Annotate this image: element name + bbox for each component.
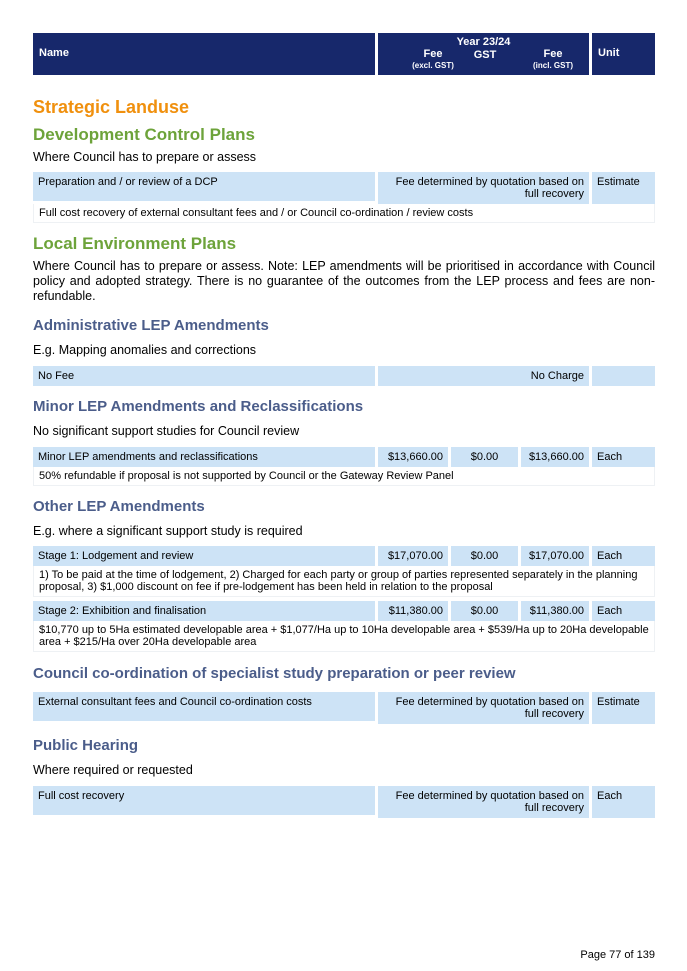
dcp-title: Development Control Plans <box>33 125 255 144</box>
lep-desc: Where Council has to prepare or assess. Note: LEP amendments will be prioritised in accordance with Council policy and adopted strategy. There is no guarantee of the outcomes from the LEP process and fees are non-refundable. <box>33 259 655 303</box>
table-row: Stage 1: Lodgement and review $17,070.00 $0.00 $17,070.00 Each <box>33 546 655 566</box>
header-unit-cell: Unit <box>592 33 655 75</box>
hearing-title: Public Hearing <box>33 737 139 754</box>
table-row: Preparation and / or review of a DCP Fee determined by quotation based on full recovery Estimate <box>33 172 655 204</box>
table-row: Minor LEP amendments and reclassifications $13,660.00 $0.00 $13,660.00 Each <box>33 447 655 467</box>
header-fee-incl: Fee (incl. GST) <box>533 48 573 70</box>
lep-title: Local Environment Plans <box>33 234 237 253</box>
section-title: Strategic Landuse <box>33 97 190 117</box>
header-name-cell: Name <box>33 33 375 75</box>
other-title: Other LEP Amendments <box>33 498 205 515</box>
admin-title: Administrative LEP Amendments <box>33 317 269 334</box>
admin-desc: E.g. Mapping anomalies and corrections <box>33 343 257 357</box>
row-note: 50% refundable if proposal is not supported by Council or the Gateway Review Panel <box>33 467 655 486</box>
page-number: Page 77 of 139 <box>580 949 655 961</box>
header-fee-excl: Fee (excl. GST) <box>412 48 454 70</box>
hearing-desc: Where required or requested <box>33 763 193 777</box>
row-note: $10,770 up to 5Ha estimated developable area + $1,077/Ha up to 10Ha developable area + $539/Ha up to 20Ha developable area + $215/Ha over 20Ha developable area <box>33 621 655 652</box>
table-row: Full cost recovery Fee determined by quotation based on full recovery Each <box>33 786 655 818</box>
minor-desc: No significant support studies for Council review <box>33 424 300 438</box>
table-row: Stage 2: Exhibition and finalisation $11,380.00 $0.00 $11,380.00 Each <box>33 601 655 621</box>
document-body <box>33 96 655 818</box>
header-gst: GST <box>473 49 497 61</box>
coord-title: Council co-ordination of specialist study preparation or peer review <box>33 665 516 682</box>
header-year: Year 23/24 <box>456 36 511 48</box>
table-row: No Fee No Charge <box>33 366 655 386</box>
table-row: External consultant fees and Council co-ordination costs Fee determined by quotation based on full recovery Estimate <box>33 692 655 724</box>
row-note: 1) To be paid at the time of lodgement, 2) Charged for each party or group of parties represented separately in the planning proposal, 3) $1,000 discount on fee if pre-lodgement has been held in relation to the proposal <box>33 566 655 597</box>
fee-table-header <box>33 33 655 75</box>
row-note: Full cost recovery of external consultant fees and / or Council co-ordination / review costs <box>33 204 655 223</box>
minor-title: Minor LEP Amendments and Reclassifications <box>33 398 364 415</box>
dcp-desc: Where Council has to prepare or assess <box>33 150 257 164</box>
header-year-cell <box>378 33 589 75</box>
other-desc: E.g. where a significant support study is required <box>33 524 303 538</box>
